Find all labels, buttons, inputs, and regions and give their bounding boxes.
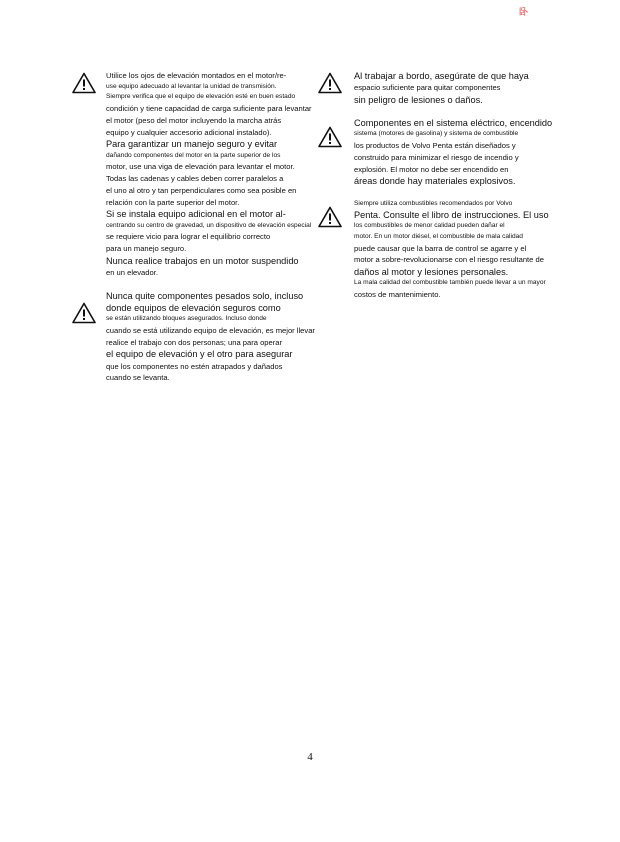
warning-block-heavy-components: [106, 290, 346, 384]
left-column: [106, 70, 346, 384]
text-line: Para garantizar un manejo seguro y evitar: [106, 139, 278, 150]
page-number: 4: [307, 751, 313, 763]
text-line: el uno al otro y tan perpendiculares como sea posible en: [106, 185, 297, 195]
text-line: áreas donde hay materiales explosivos.: [354, 176, 516, 187]
text-line: sistema (motores de gasolina) y sistema de combustible: [354, 130, 519, 138]
warning-block-electrical-system: [354, 117, 576, 187]
text-line: equipo y cualquier accesorio adicional instalado).: [106, 127, 272, 137]
warning-block-on-board: [354, 70, 576, 106]
text-line: centrando su centro de gravedad, un dispositivo de elevación especial: [106, 221, 312, 229]
text-line: para un manejo seguro.: [106, 243, 187, 253]
text-line: motor. En un motor diésel, el combustible de mala calidad: [354, 232, 523, 240]
text-line: los productos de Volvo Penta están diseñados y: [354, 141, 516, 150]
text-line: condición y tiene capacidad de carga suficiente para levantar: [106, 103, 312, 113]
text-line: explosión. El motor no debe ser encendido en: [354, 164, 509, 174]
text-line: cuando se está utilizando equipo de elevación, es mejor llevar: [106, 325, 315, 335]
corner-mark: 卧: [519, 8, 529, 18]
right-column: [354, 70, 576, 301]
warning-block-fuels: [354, 199, 576, 301]
text-line: daños al motor y lesiones personales.: [354, 267, 509, 278]
text-line: Nunca realice trabajos en un motor suspendido: [106, 255, 299, 266]
text-line: realice el trabajo con dos personas; una para operar: [106, 337, 283, 347]
text-line: motor, use una viga de elevación para levantar el motor.: [106, 162, 295, 172]
text-line: Penta. Consulte el libro de instrucciones. El uso: [354, 210, 549, 221]
text-line: dañando componentes del motor en la parte superior de los: [106, 151, 281, 159]
text-line: espacio suficiente para quitar componentes: [354, 83, 501, 93]
warning-block-lifting-equipment: [106, 70, 346, 279]
text-line: sin peligro de lesiones o daños.: [354, 95, 483, 105]
text-line: Utilice los ojos de elevación montados en el motor/re-: [106, 71, 287, 80]
text-line: el motor (peso del motor incluyendo la marcha atrás: [106, 115, 282, 125]
text-line: en un elevador.: [106, 267, 158, 277]
text-line: Componentes en el sistema eléctrico, encendido: [354, 118, 553, 129]
text-line: puede causar que la barra de control se agarre y el: [354, 243, 527, 253]
text-line: construido para minimizar el riesgo de incendio y: [354, 152, 519, 162]
text-line: Si se instala equipo adicional en el motor al-: [106, 209, 286, 220]
text-line: Siempre verifica que el equipo de elevación esté en buen estado: [106, 93, 296, 101]
text-line: Nunca quite componentes pesados solo, incluso: [106, 290, 304, 301]
text-line: motor a sobre-revolucionarse con el riesgo resultante de: [354, 255, 544, 265]
text-line: Siempre utiliza combustibles recomendados por Volvo: [354, 199, 513, 207]
text-line: donde equipos de elevación seguros como: [106, 302, 281, 313]
text-line: Al trabajar a bordo, asegúrate de que haya: [354, 71, 529, 81]
text-line: que los componentes no estén atrapados y dañados: [106, 361, 283, 371]
text-line: el equipo de elevación y el otro para asegurar: [106, 349, 293, 360]
text-line: use equipo adecuado al levantar la unidad de transmisión.: [106, 82, 277, 90]
text-line: se requiere vicio para lograr el equilibrio correcto: [106, 232, 271, 242]
text-line: Todas las cadenas y cables deben correr paralelos a: [106, 173, 284, 183]
text-line: los combustibles de menor calidad pueden dañar el: [354, 222, 505, 230]
text-line: relación con la parte superior del motor.: [106, 197, 240, 207]
text-line: costos de mantenimiento.: [354, 289, 441, 299]
text-line: se están utilizando bloques asegurados. Incluso donde: [106, 315, 267, 323]
warning-triangle-icon: [72, 302, 96, 324]
warning-triangle-icon: [72, 72, 96, 94]
text-line: La mala calidad del combustible también puede llevar a un mayor: [354, 279, 546, 287]
text-line: cuando se levanta.: [106, 373, 170, 383]
